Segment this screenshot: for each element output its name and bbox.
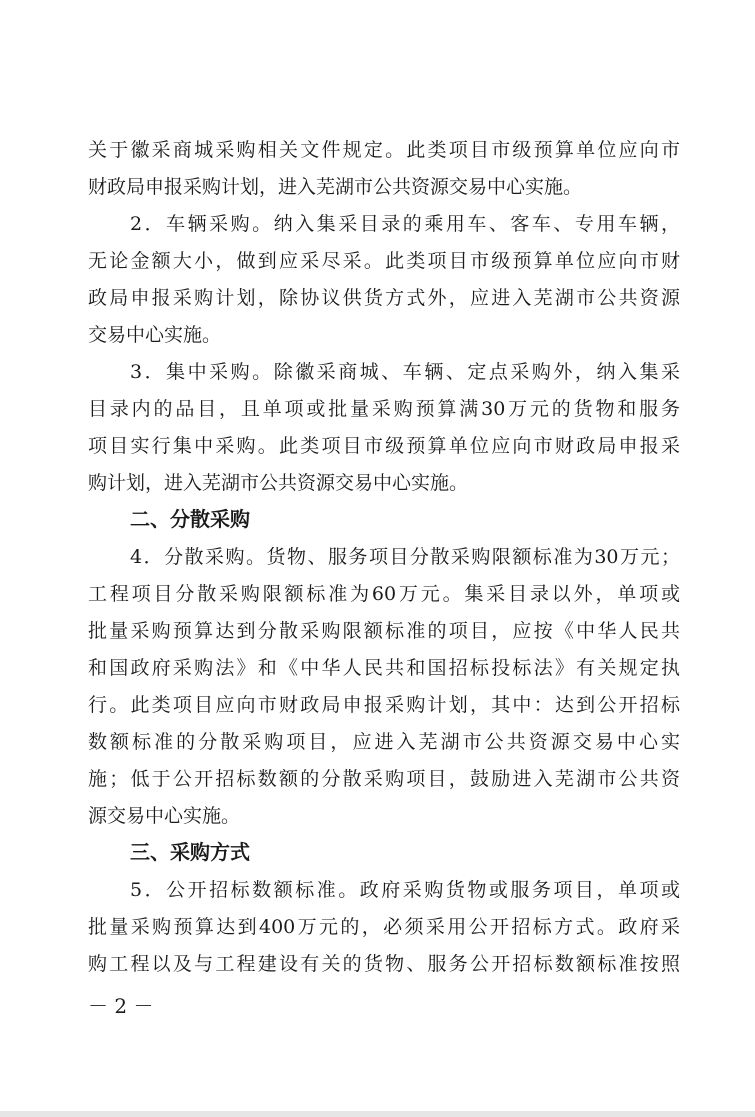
body-line: 工程项目分散采购限额标准为60万元。集采目录以外，单项或 bbox=[88, 583, 680, 605]
body-line: 数额标准的分散采购项目，应进入芜湖市公共资源交易中心实 bbox=[88, 731, 680, 753]
body-line: 关于徽采商城采购相关文件规定。此类项目市级预算单位应向市 bbox=[88, 139, 680, 161]
body-line: 施；低于公开招标数额的分散采购项目，鼓励进入芜湖市公共资 bbox=[88, 768, 680, 790]
body-line: 4．分散采购。货物、服务项目分散采购限额标准为30万元； bbox=[130, 546, 680, 568]
section-heading: 二、分散采购 bbox=[130, 507, 250, 531]
body-line: 源交易中心实施。 bbox=[88, 805, 241, 827]
body-line: 5．公开招标数额标准。政府采购货物或服务项目，单项或 bbox=[130, 879, 680, 901]
body-line: 财政局申报采购计划，进入芜湖市公共资源交易中心实施。 bbox=[88, 176, 583, 198]
body-line: 行。此类项目应向市财政局申报采购计划，其中：达到公开招标 bbox=[88, 694, 680, 716]
body-line: 政局申报采购计划，除协议供货方式外，应进入芜湖市公共资源 bbox=[88, 287, 680, 309]
body-line: 和国政府采购法》和《中华人民共和国招标投标法》有关规定执 bbox=[88, 657, 680, 679]
body-line: 购计划，进入芜湖市公共资源交易中心实施。 bbox=[88, 472, 469, 494]
body-line: 批量采购预算达到400万元的，必须采用公开招标方式。政府采 bbox=[88, 916, 680, 938]
body-line: 交易中心实施。 bbox=[88, 324, 222, 346]
body-line: 3．集中采购。除徽采商城、车辆、定点采购外，纳入集采 bbox=[130, 361, 680, 383]
body-line: 无论金额大小，做到应采尽采。此类项目市级预算单位应向市财 bbox=[88, 250, 680, 272]
body-line: 2．车辆采购。纳入集采目录的乘用车、客车、专用车辆， bbox=[130, 213, 680, 235]
page-bottom-edge bbox=[0, 1111, 755, 1117]
page-number: － 2 － bbox=[88, 994, 154, 1018]
body-line: 目录内的品目，且单项或批量采购预算满30万元的货物和服务 bbox=[88, 398, 680, 420]
body-line: 购工程以及与工程建设有关的货物、服务公开招标数额标准按照 bbox=[88, 953, 680, 975]
body-line: 批量采购预算达到分散采购限额标准的项目，应按《中华人民共 bbox=[88, 620, 680, 642]
section-heading: 三、采购方式 bbox=[130, 840, 250, 864]
body-line: 项目实行集中采购。此类项目市级预算单位应向市财政局申报采 bbox=[88, 435, 680, 457]
